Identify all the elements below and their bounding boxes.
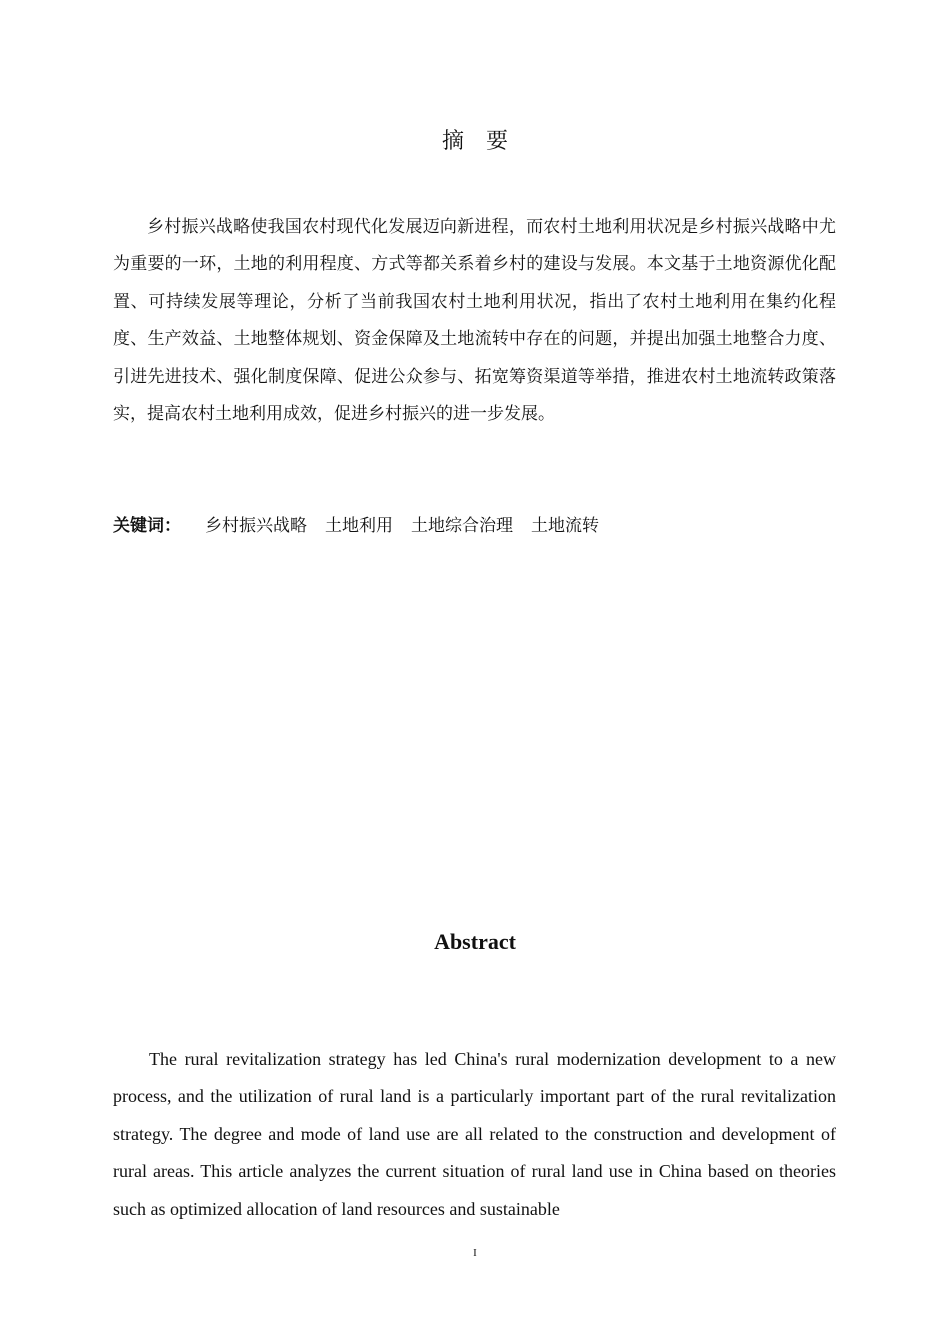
chinese-abstract-body: 乡村振兴战略使我国农村现代化发展迈向新进程，而农村土地利用状况是乡村振兴战略中尤为重要的一环，土地的利用程度、方式等都关系着乡村的建设与发展。本文基于土地资源优化配置、可持续发展等理论，分析了当前我国农村土地利用状况，指出了农村土地利用在集约化程度、生产效益、土地整体规划、资金保障及土地流转中存在的问题，并提出加强土地整合力度、引进先进技术、强化制度保障、促进公众参与、拓宽筹资渠道等举措，推进农村土地流转政策落实，提高农村土地利用成效，促进乡村振兴的进一步发展。 [113, 217, 836, 425]
title-char-2: 要 [486, 129, 509, 154]
keyword-item: 乡村振兴战略 [205, 516, 307, 536]
keyword-item: 土地流转 [531, 516, 599, 536]
keyword-item: 土地综合治理 [411, 516, 513, 536]
title-char-1: 摘 [441, 129, 464, 154]
chinese-abstract-title [0, 124, 950, 155]
english-abstract-body: The rural revitalization strategy has led China's rural modernization development to a new process, and the utilization of rural land is a particularly important part of the rural revitalization strategy. The degree and mode of land use are all related to the construction and development of rural areas. This article analyzes the current situation of rural land use in China based on theories such as optimized allocation of land resources and sustainable [113, 1049, 836, 1219]
keywords-label: 关键词： [113, 516, 181, 536]
english-abstract-title: Abstract [434, 929, 516, 954]
page-number: I [473, 1247, 477, 1259]
keyword-item: 土地利用 [325, 516, 393, 536]
chinese-keywords [113, 512, 836, 540]
